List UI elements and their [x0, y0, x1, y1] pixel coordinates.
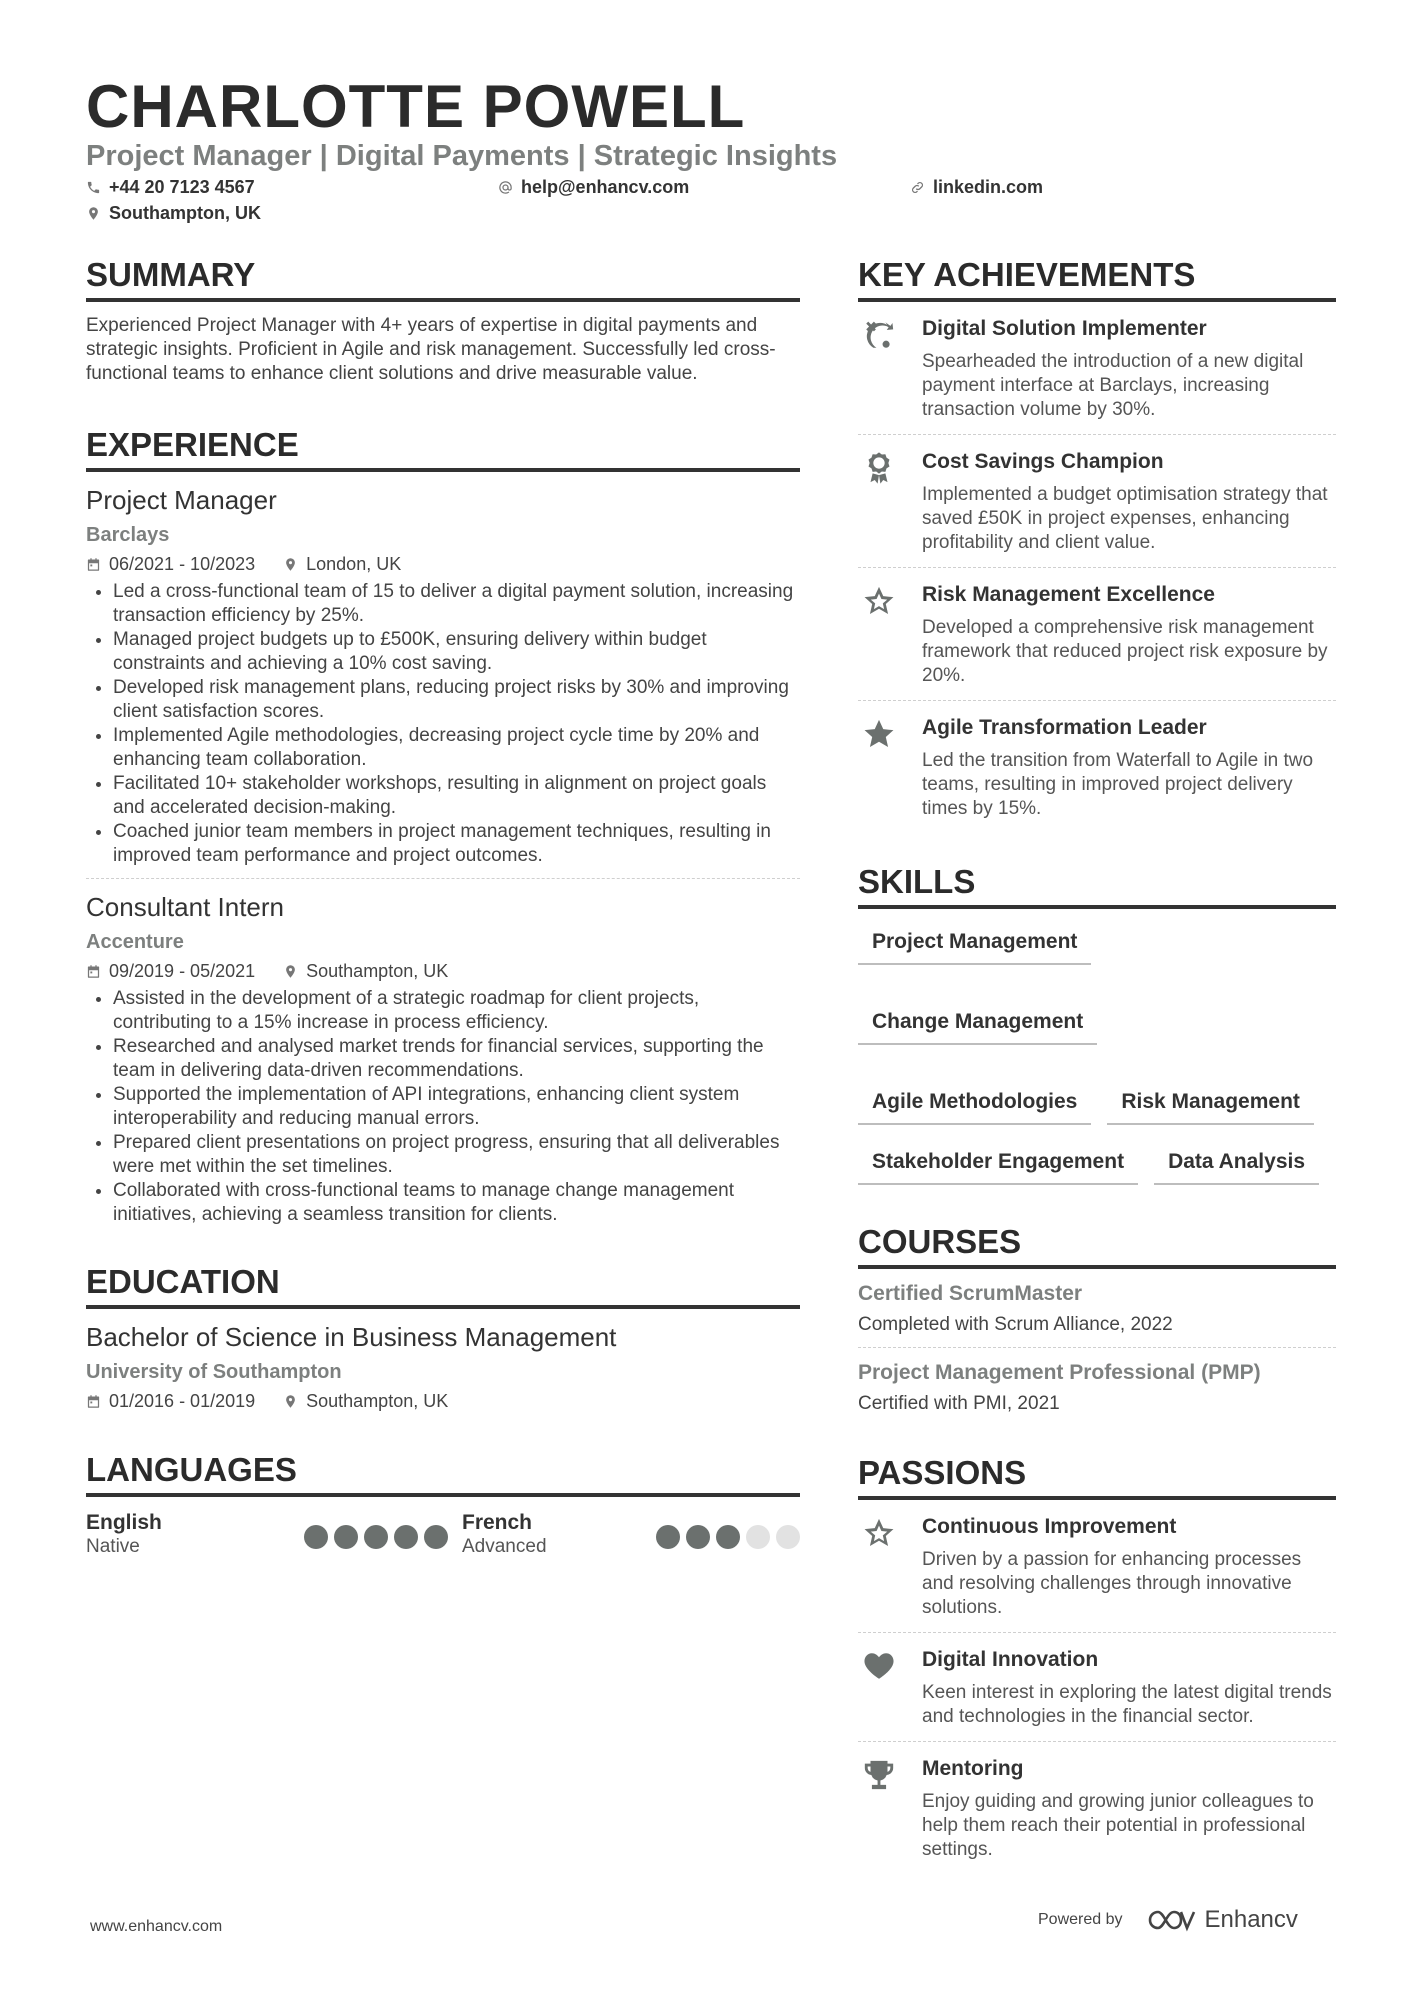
language-name: English — [86, 1511, 162, 1534]
languages-section — [86, 1451, 800, 1559]
skills-list — [858, 925, 1336, 1185]
passion-title: Digital Innovation — [922, 1648, 1099, 1671]
language-item — [86, 1511, 462, 1559]
website-text[interactable]: linkedin.com — [933, 177, 1044, 197]
language-rating — [656, 1525, 800, 1559]
job-location-text: Southampton, UK — [306, 961, 449, 981]
skill-tag: Data Analysis — [1154, 1145, 1319, 1185]
job-dates — [86, 552, 255, 576]
star-outline-icon — [862, 1516, 896, 1550]
education-section — [86, 1263, 800, 1413]
course-title: Certified ScrumMaster — [858, 1282, 1083, 1305]
solution-icon — [862, 318, 896, 352]
email-text[interactable]: help@enhancv.com — [521, 177, 690, 197]
award-ribbon-icon — [862, 451, 896, 485]
skill-tag: Project Management — [858, 925, 1091, 965]
skill-tag: Stakeholder Engagement — [858, 1145, 1138, 1185]
location-pin-icon — [283, 557, 298, 572]
brand-logo[interactable] — [1147, 1906, 1298, 1934]
course-desc: Completed with Scrum Alliance, 2022 — [858, 1314, 1173, 1335]
education-school: University of Southampton — [86, 1361, 342, 1383]
education-dates — [86, 1389, 255, 1413]
job-bullet: • Assisted in the development of a strategic roadmap for client projects, contributing to a 15% increase in process efficiency. — [113, 987, 800, 1035]
achievement-item — [858, 435, 1336, 568]
powered-by-text: Powered by — [1038, 1911, 1123, 1928]
skill-tag: Change Management — [858, 1005, 1097, 1045]
skills-heading: SKILLS — [858, 863, 1336, 909]
experience-heading: EXPERIENCE — [86, 426, 800, 472]
location-pin-icon — [283, 1394, 298, 1409]
divider — [86, 878, 800, 879]
achievement-item — [858, 302, 1336, 435]
candidate-title: Project Manager | Digital Payments | Strategic Insights — [86, 140, 838, 172]
achievement-desc: Developed a comprehensive risk management framework that reduced project risk exposure by 20%. — [922, 617, 1328, 686]
footer-website[interactable]: www.enhancv.com — [90, 1918, 223, 1935]
job-company: Barclays — [86, 524, 170, 546]
course-title: Project Management Professional (PMP) — [858, 1361, 1261, 1384]
passion-title: Continuous Improvement — [922, 1515, 1177, 1538]
language-level: Native — [86, 1536, 140, 1557]
rating-dot-filled — [424, 1525, 448, 1549]
rating-dot-empty — [776, 1525, 800, 1549]
trophy-icon — [862, 1758, 896, 1792]
contact-email[interactable] — [498, 176, 689, 198]
skill-tag: Risk Management — [1107, 1085, 1314, 1125]
achievement-desc: Spearheaded the introduction of a new digital payment interface at Barclays, increasing transaction volume by 30%. — [922, 351, 1304, 420]
job-meta — [86, 552, 800, 576]
education-heading: EDUCATION — [86, 1263, 800, 1309]
course-item — [858, 1360, 1336, 1416]
achievements-heading: KEY ACHIEVEMENTS — [858, 256, 1336, 302]
education-location — [283, 1389, 448, 1413]
job-meta — [86, 959, 800, 983]
contact-phone — [86, 176, 255, 198]
job-bullet: • Prepared client presentations on project progress, ensuring that all deliverables were met within the set timelines. — [113, 1131, 800, 1179]
job-title: Project Manager — [86, 485, 277, 515]
summary-heading: SUMMARY — [86, 256, 800, 302]
achievements-section — [858, 256, 1336, 833]
job-bullet: • Developed risk management plans, reducing project risks by 30% and improving client satisfaction scores. — [113, 676, 800, 724]
star-outline-icon — [862, 584, 896, 618]
job-location — [283, 959, 448, 983]
location-pin-icon — [86, 206, 101, 221]
experience-section — [86, 426, 800, 1227]
job-bullet: • Supported the implementation of API integrations, enhancing client system interoperability and reducing manual errors. — [113, 1083, 800, 1131]
language-name: French — [462, 1511, 533, 1534]
education-degree: Bachelor of Science in Business Management — [86, 1322, 617, 1352]
rating-dot-filled — [334, 1525, 358, 1549]
job-dates-text: 09/2019 - 05/2021 — [109, 961, 256, 981]
job-bullet: • Coached junior team members in project management techniques, resulting in improved team performance and project outcomes. — [113, 820, 800, 868]
job-dates-text: 06/2021 - 10/2023 — [109, 554, 256, 574]
rating-dot-filled — [656, 1525, 680, 1549]
contact-website[interactable] — [910, 176, 1043, 198]
job-location-text: London, UK — [306, 554, 402, 574]
job-dates — [86, 959, 255, 983]
phone-icon — [86, 180, 101, 195]
passion-item — [858, 1742, 1336, 1874]
courses-heading: COURSES — [858, 1223, 1336, 1269]
language-level: Advanced — [462, 1536, 547, 1557]
summary-section — [86, 256, 800, 386]
achievement-desc: Led the transition from Waterfall to Agile in two teams, resulting in improved project delivery times by 15%. — [922, 750, 1314, 819]
at-icon — [498, 180, 513, 195]
rating-dot-empty — [746, 1525, 770, 1549]
right-column — [858, 256, 1336, 1874]
job-title: Consultant Intern — [86, 892, 285, 922]
location-pin-icon — [283, 964, 298, 979]
achievement-title: Cost Savings Champion — [922, 450, 1164, 473]
language-rating — [304, 1525, 448, 1559]
rating-dot-filled — [304, 1525, 328, 1549]
calendar-icon — [86, 964, 101, 979]
star-icon — [862, 717, 896, 751]
divider — [858, 1347, 1336, 1348]
course-item — [858, 1281, 1336, 1337]
course-desc: Certified with PMI, 2021 — [858, 1393, 1060, 1414]
passion-desc: Driven by a passion for enhancing processes and resolving challenges through innovative solutions. — [922, 1549, 1302, 1618]
rating-dot-filled — [686, 1525, 710, 1549]
job-bullets — [86, 580, 800, 868]
achievement-item — [858, 701, 1336, 833]
candidate-name: CHARLOTTE POWELL — [86, 73, 746, 140]
job-bullets — [86, 987, 800, 1227]
passion-item — [858, 1500, 1336, 1633]
job-bullet: • Researched and analysed market trends for financial services, supporting the team in delivering data-driven recommendations. — [113, 1035, 800, 1083]
link-icon — [910, 180, 925, 195]
job-bullet: • Implemented Agile methodologies, decreasing project cycle time by 20% and enhancing team collaboration. — [113, 724, 800, 772]
job-company: Accenture — [86, 931, 184, 953]
achievement-title: Risk Management Excellence — [922, 583, 1215, 606]
achievement-title: Digital Solution Implementer — [922, 317, 1207, 340]
passion-item — [858, 1633, 1336, 1742]
education-location-text: Southampton, UK — [306, 1391, 449, 1411]
heart-icon — [862, 1649, 896, 1683]
languages-heading: LANGUAGES — [86, 1451, 800, 1497]
left-column — [86, 256, 800, 1559]
education-dates-text: 01/2016 - 01/2019 — [109, 1391, 256, 1411]
passion-desc: Keen interest in exploring the latest digital trends and technologies in the financial sector. — [922, 1682, 1332, 1727]
education-meta — [86, 1389, 800, 1413]
rating-dot-filled — [364, 1525, 388, 1549]
calendar-icon — [86, 1394, 101, 1409]
job-bullet: • Facilitated 10+ stakeholder workshops, resulting in alignment on project goals and accelerated decision-making. — [113, 772, 800, 820]
rating-dot-filled — [716, 1525, 740, 1549]
footer-branding — [1038, 1906, 1298, 1934]
phone-text: +44 20 7123 4567 — [109, 177, 255, 197]
achievement-item — [858, 568, 1336, 701]
languages-list — [86, 1511, 800, 1559]
job-bullet: • Led a cross-functional team of 15 to deliver a digital payment solution, increasing transaction efficiency by 25%. — [113, 580, 800, 628]
job-location — [283, 552, 401, 576]
calendar-icon — [86, 557, 101, 572]
achievement-title: Agile Transformation Leader — [922, 716, 1207, 739]
achievement-desc: Implemented a budget optimisation strategy that saved £50K in project expenses, enhancing profitability and client value. — [922, 484, 1328, 553]
passion-desc: Enjoy guiding and growing junior colleagues to help them reach their potential in professional settings. — [922, 1791, 1314, 1860]
passions-heading: PASSIONS — [858, 1454, 1336, 1500]
skills-section — [858, 863, 1336, 1185]
job-bullet: • Managed project budgets up to £500K, ensuring delivery within budget constraints and achieving a 10% cost saving. — [113, 628, 800, 676]
passion-title: Mentoring — [922, 1757, 1024, 1780]
skill-tag: Agile Methodologies — [858, 1085, 1091, 1125]
job-entry — [86, 484, 800, 868]
brand-name: Enhancv — [1204, 1906, 1298, 1933]
location-text: Southampton, UK — [109, 203, 261, 223]
job-bullet: • Collaborated with cross-functional teams to manage change management initiatives, achieving a seamless transition for clients. — [113, 1179, 800, 1227]
courses-section — [858, 1223, 1336, 1416]
enhancv-logo-icon — [1147, 1907, 1197, 1933]
contact-location — [86, 202, 261, 224]
job-entry — [86, 891, 800, 1227]
rating-dot-filled — [394, 1525, 418, 1549]
passions-section — [858, 1454, 1336, 1874]
language-item — [462, 1511, 800, 1559]
summary-text: Experienced Project Manager with 4+ years of expertise in digital payments and strategic insights. Proficient in Agile and risk management. Successfully led cross-functional teams to enhance client solutions and drive measurable value. — [86, 315, 776, 384]
resume-page — [86, 0, 1336, 1995]
